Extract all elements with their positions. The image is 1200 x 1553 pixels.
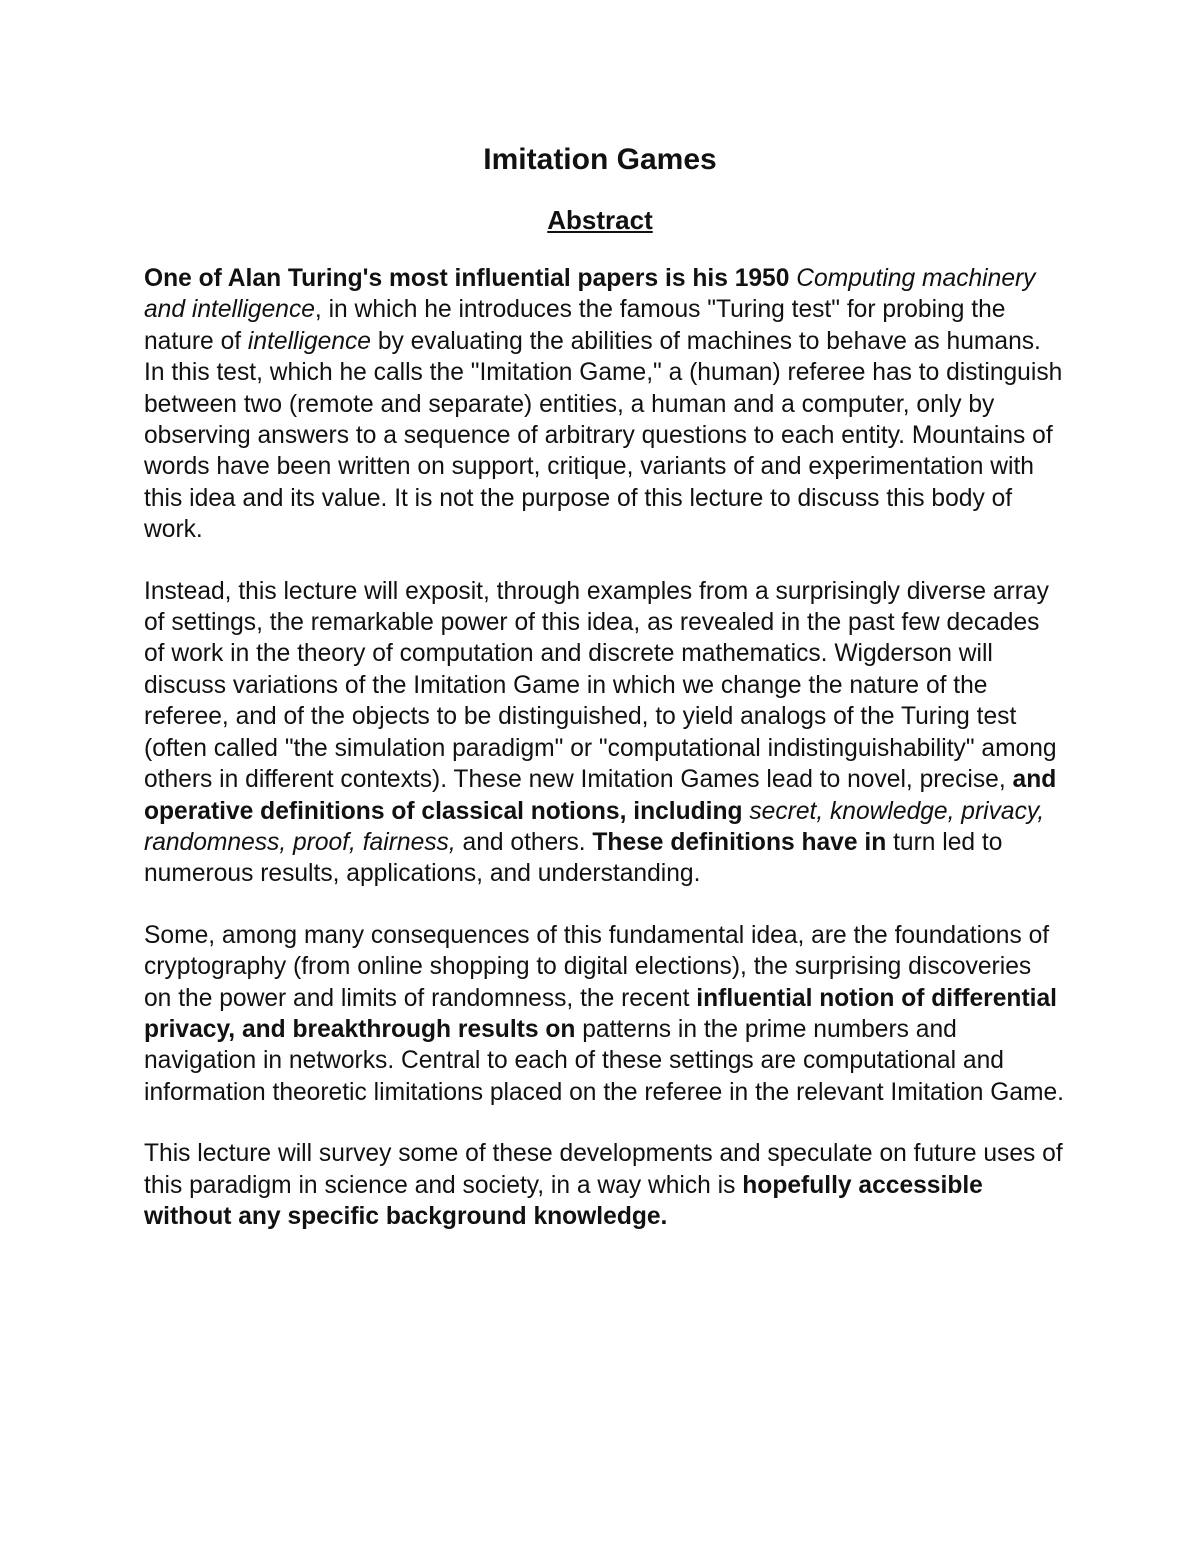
text-segment: patterns in the prime numbers and navigation in networks. Central to each of these settings are computational and information theoretic limitations placed on the referee in the relevant Imitation Game. [144, 1015, 1065, 1106]
paragraph-2 [144, 576, 1064, 890]
paragraph-1 [144, 263, 1064, 546]
text-segment: Computing machinery and intelligence [144, 265, 1036, 324]
text-segment: This lecture will survey some of these developments and speculate on future uses of this paradigm in science and society, in a way which is [144, 1140, 1063, 1199]
text-segment: One of Alan Turing's most influential papers is his 1950 [144, 265, 797, 292]
text-segment: Some, among many consequences of this fundamental idea, are the foundations of cryptography (from online shopping to digital elections), the surprising discoveries on the power and limits of randomness, the recent [144, 921, 1050, 1012]
document-title: Imitation Games [483, 143, 717, 176]
text-segment: intelligence [247, 327, 371, 355]
paragraph-3 [144, 920, 1064, 1108]
text-segment: influential notion of differential privacy, and breakthrough results on [144, 984, 1057, 1043]
abstract-body [144, 263, 1064, 1232]
text-segment: turn led to numerous results, applications, and understanding. [144, 828, 1003, 888]
text-segment: and operative definitions of classical notions, including [144, 766, 1057, 825]
text-segment: , in which he introduces the famous "Turing test" for probing the nature of [144, 296, 1006, 355]
text-segment: hopefully accessible without any specific background knowledge. [144, 1171, 983, 1230]
text-segment: and others. [455, 828, 593, 856]
abstract-heading: Abstract [547, 205, 653, 235]
text-segment: by evaluating the abilities of machines to behave as humans. In this test, which he calls the "Imitation Game," a (human) referee has to distinguish between two (remote and separate) entities, a human and a computer, only by observing answers to a sequence of arbitrary questions to each entity. Mountains of words have been written on support, critique, variants of and experimentation with this idea and its value. It is not the purpose of this lecture to discuss this body of work. [144, 327, 1063, 544]
text-segment: secret, knowledge, privacy, randomness, proof, fairness, [144, 797, 1045, 856]
text-segment: These definitions have in [592, 828, 887, 856]
text-segment: Instead, this lecture will exposit, through examples from a surprisingly diverse array of settings, the remarkable power of this idea, as revealed in the past few decades of work in the theory of computation and discrete mathematics. Wigderson will discuss variations of the Imitation Game in which we change the nature of the referee, and of the objects to be distinguished, to yield analogs of the Turing test (often called "the simulation paradigm" or "computational indistinguishability" among others in different contexts). These new Imitation Games lead to novel, precise, [144, 577, 1057, 794]
paragraph-4 [144, 1138, 1064, 1232]
